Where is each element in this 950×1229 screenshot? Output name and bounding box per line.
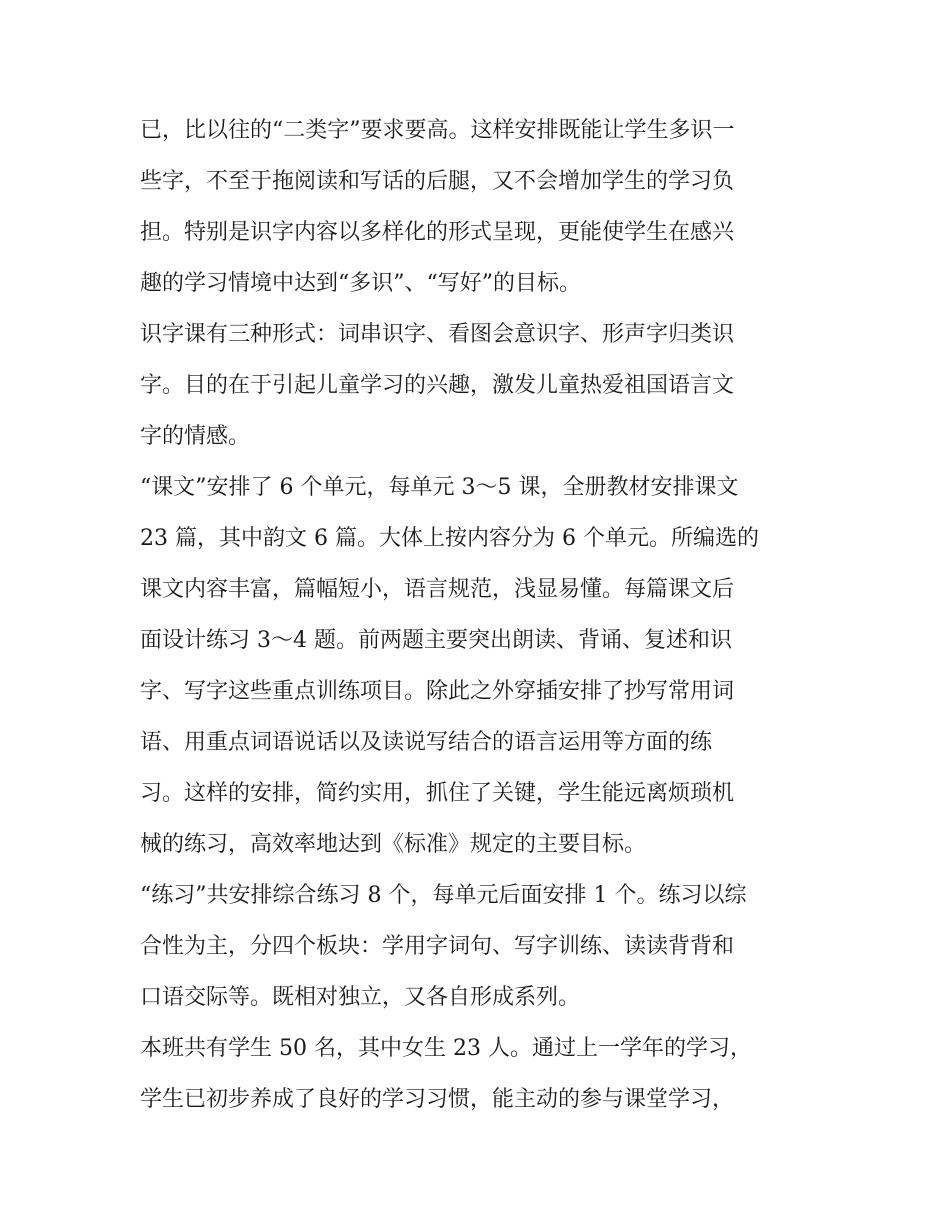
text-line: 口语交际等。既相对独立，又各自形成系列。 xyxy=(140,985,581,1010)
text-line: 械的练习，高效率地达到《标准》规定的主要目标。 xyxy=(140,832,647,857)
text-line: 担。特别是识字内容以多样化的形式呈现，更能使学生在感兴 xyxy=(140,220,735,245)
text-line: 面设计练习 3～4 题。前两题主要突出朗读、背诵、复述和识 xyxy=(140,628,732,653)
text-line: 习。这样的安排，简约实用，抓住了关键，学生能远离烦琐机 xyxy=(140,781,735,806)
text-line: 语、用重点词语说话以及读说写结合的语言运用等方面的练 xyxy=(140,730,713,755)
text-line: “课文”安排了 6 个单元，每单元 3～5 课，全册教材安排课文 xyxy=(140,475,739,500)
text-line: 趣的学习情境中达到“多识”、“写好”的目标。 xyxy=(140,271,581,296)
paragraph-literacy-forms xyxy=(140,309,820,462)
text-line: 学生已初步养成了良好的学习习惯，能主动的参与课堂学习， xyxy=(140,1087,735,1112)
text-line: 识字课有三种形式：词串识字、看图会意识字、形声字归类识 xyxy=(140,322,735,347)
text-line: 本班共有学生 50 名，其中女生 23 人。通过上一学年的学习， xyxy=(140,1036,752,1061)
paragraph-literacy-requirement xyxy=(140,105,820,309)
paragraph-texts xyxy=(140,462,820,870)
paragraph-exercises xyxy=(140,870,820,1023)
text-line: 23 篇，其中韵文 6 篇。大体上按内容分为 6 个单元。所编选的 xyxy=(140,526,759,551)
text-line: 课文内容丰富，篇幅短小，语言规范，浅显易懂。每篇课文后 xyxy=(140,577,735,602)
paragraph-class-situation xyxy=(140,1023,820,1125)
text-line: 已，比以往的“二类字”要求要高。这样安排既能让学生多识一 xyxy=(140,118,735,143)
document-body xyxy=(140,105,820,1125)
text-line: 字、写字这些重点训练项目。除此之外穿插安排了抄写常用词 xyxy=(140,679,735,704)
text-line: 字。目的在于引起儿童学习的兴趣，激发儿童热爱祖国语言文 xyxy=(140,373,735,398)
text-line: 合性为主，分四个板块：学用字词句、写字训练、读读背背和 xyxy=(140,934,735,959)
text-line: 些字，不至于拖阅读和写话的后腿，又不会增加学生的学习负 xyxy=(140,169,735,194)
text-line: “练习”共安排综合练习 8 个，每单元后面安排 1 个。练习以综 xyxy=(140,883,747,908)
text-line: 字的情感。 xyxy=(140,424,251,449)
